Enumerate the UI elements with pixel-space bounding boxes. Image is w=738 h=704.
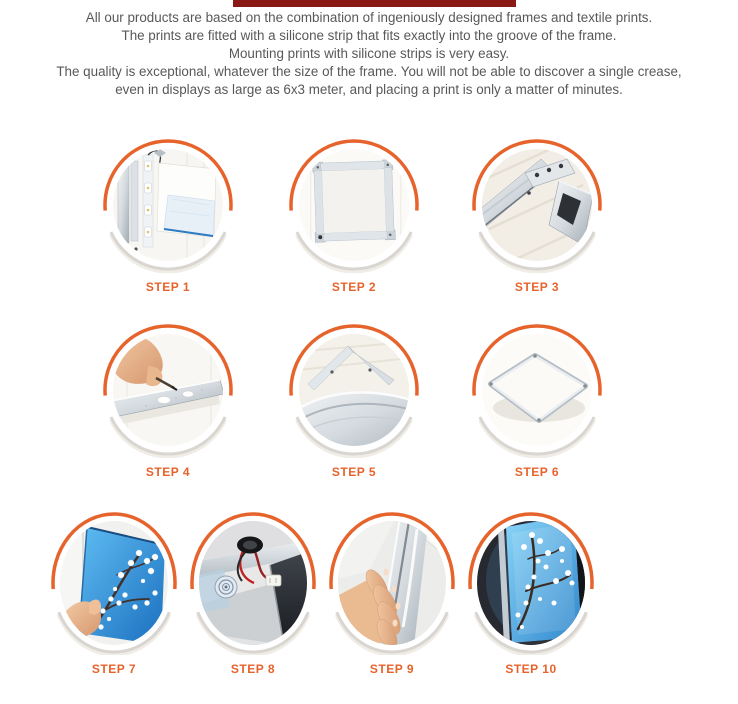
step-10-label: STEP 10: [505, 662, 557, 676]
step-1-photo-frame-components: [102, 137, 234, 273]
step-6-photo-frame-perspective: [471, 322, 603, 458]
intro-line: even in displays as large as 6x3 meter, and placing a print is only a matter of minutes.: [115, 82, 623, 97]
step-3-label: STEP 3: [514, 280, 560, 294]
step-2: [288, 137, 420, 294]
step-10-photo-finished-lightbox: [468, 511, 594, 655]
header-banner-remnant: [233, 0, 516, 7]
step-3: [471, 137, 603, 294]
step-9-photo-pressing-silicone: [329, 511, 455, 655]
intro-text: [0, 9, 738, 99]
step-9: [329, 511, 455, 676]
intro-line: Mounting prints with silicone strips is very easy.: [228, 46, 510, 61]
step-6: [471, 322, 603, 479]
step-9-label: STEP 9: [369, 662, 415, 676]
step-1: [102, 137, 234, 294]
step-1-label: STEP 1: [145, 280, 191, 294]
step-5: [288, 322, 420, 479]
step-4: [102, 322, 234, 479]
step-8-label: STEP 8: [230, 662, 276, 676]
intro-line: The quality is exceptional, whatever the size of the frame. You will not be able to discover a single crease,: [56, 64, 682, 79]
step-7: [51, 511, 177, 676]
step-7-photo-inserting-print: [51, 511, 177, 655]
step-6-label: STEP 6: [514, 465, 560, 479]
step-2-photo-square-frame: [288, 137, 420, 273]
step-8: [190, 511, 316, 676]
step-5-photo-corner-closeup: [288, 322, 420, 458]
step-10: [468, 511, 594, 676]
step-5-label: STEP 5: [331, 465, 377, 479]
step-3-photo-corner-bracket: [471, 137, 603, 273]
step-2-label: STEP 2: [331, 280, 377, 294]
step-4-photo-hand-marking: [102, 322, 234, 458]
step-4-label: STEP 4: [145, 465, 191, 479]
intro-line: The prints are fitted with a silicone strip that fits exactly into the groove of the frame.: [121, 28, 617, 43]
step-7-label: STEP 7: [91, 662, 137, 676]
step-8-photo-wiring: [190, 511, 316, 655]
intro-line: All our products are based on the combination of ingeniously designed frames and textile prints.: [85, 10, 653, 25]
